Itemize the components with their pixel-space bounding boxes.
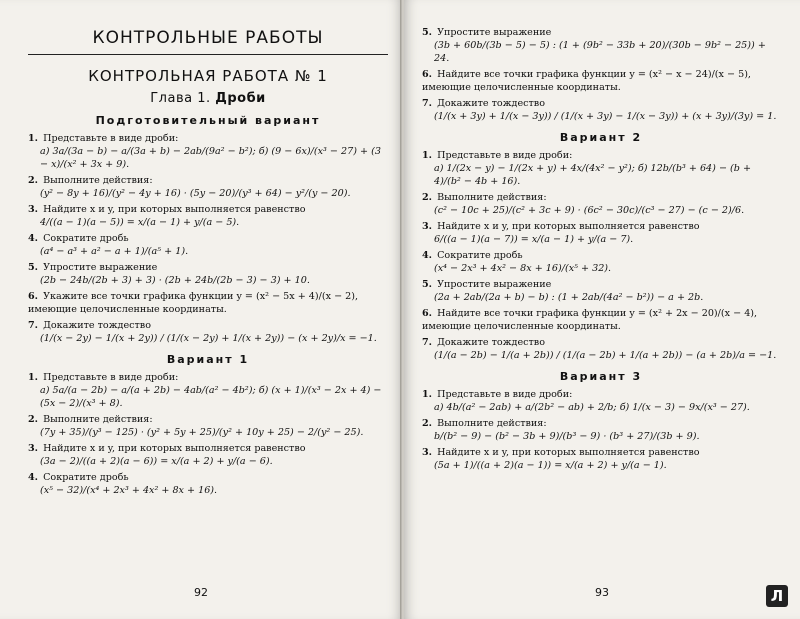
left-variants [28,114,388,497]
task-text: Докажите тождество [43,320,151,331]
task-text: Найдите x и y, при которых выполняется равенство [437,221,700,232]
right-variants [422,131,780,472]
task-number: 6. [422,69,433,80]
task-item [28,371,388,410]
publisher-logo: Л [766,585,788,607]
task-item [28,132,388,171]
task-text: Выполните действия: [43,175,153,186]
task-text: Найдите x и y, при которых выполняется равенство [437,447,700,458]
task-text: Сократите дробь [43,233,129,244]
task-item [422,446,780,472]
task-text: Сократите дробь [437,250,523,261]
task-expression: (2a + 2ab/(2a + b) − b) : (1 + 2ab/(4a² − b²)) − a + 2b. [434,292,704,303]
task-item [422,26,780,65]
task-expression: (1/(a − 2b) − 1/(a + 2b)) / (1/(a − 2b) + 1/(a + 2b)) − (a + 2b)/a = −1. [434,350,777,361]
variant-title: Подготовительный вариант [95,114,321,127]
task-number: 3. [28,204,39,215]
task-number: 1. [28,133,39,144]
task-text: Представьте в виде дроби: [437,389,573,400]
task-expression: (3b + 60b/(3b − 5) − 5) : (1 + (9b² − 33b + 20)/(30b − 9b² − 25)) + 24. [434,40,766,64]
chapter-heading [28,91,388,106]
continued-tasks [422,26,780,123]
task-expression: а) 1/(2x − y) − 1/(2x + y) + 4x/(4x² − y²); б) 12b/(b³ + 64) − (b + 4)/(b² − 4b + 16). [434,163,752,187]
task-number: 1. [422,150,433,161]
task-number: 3. [28,443,39,454]
task-text: Упростите выражение [437,27,552,38]
task-expression: (5a + 1)/((a + 2)(a − 1)) = x/(a + 2) + y/(a − 1). [434,460,667,471]
task-number: 5. [422,27,433,38]
task-item [422,278,780,304]
task-item [422,336,780,362]
task-item [422,149,780,188]
task-text: Выполните действия: [437,192,547,203]
task-item [28,261,388,287]
task-expression: (y² − 8y + 16)/(y² − 4y + 16) · (5y − 20)/(y³ + 64) − y²/(y − 20). [40,188,351,199]
chapter-name: Дроби [215,91,266,106]
task-item [28,232,388,258]
task-expression: 4/((a − 1)(a − 5)) = x/(a − 1) + y/(a − 5). [40,217,240,228]
right-page [404,0,800,619]
task-item [422,220,780,246]
task-item [28,203,388,229]
task-text: Представьте в виде дроби: [43,133,179,144]
task-number: 7. [422,98,433,109]
task-expression: а) 4b/(a² − 2ab) + a/(2b² − ab) + 2/b; б) 1/(x − 3) − 9x/(x³ − 27). [434,402,750,413]
task-number: 4. [28,233,39,244]
task-expression: (1/(x + 3y) + 1/(x − 3y)) / (1/(x + 3y) − 1/(x − 3y)) + (x + 3y)/(3y) = 1. [434,111,777,122]
task-expression: (x⁴ − 2x³ + 4x² − 8x + 16)/(x⁵ + 32). [434,263,612,274]
task-expression: 6/((a − 1)(a − 7)) = x/(a − 1) + y/(a − 7). [434,234,634,245]
task-number: 2. [28,414,39,425]
task-number: 2. [28,175,39,186]
task-number: 7. [422,337,433,348]
task-number: 2. [422,418,433,429]
task-item [28,413,388,439]
task-text: Найдите x и y, при которых выполняется равенство [43,443,306,454]
task-expression: а) 3a/(3a − b) − a/(3a + b) − 2ab/(9a² − b²); б) (9 − 6x)/(x³ − 27) + (3 − x)/(x² + 3x + 9). [40,146,381,170]
task-item [28,471,388,497]
page-number-right: 93 [595,586,609,599]
task-expression: а) 5a/(a − 2b) − a/(a + 2b) − 4ab/(a² − 4b²); б) (x + 1)/(x³ − 2x + 4) − (5x − 2)/(x³ + 8). [40,385,382,409]
task-item [422,249,780,275]
variant-title: Вариант 1 [166,353,250,366]
task-item [422,97,780,123]
task-text: Найдите x и y, при которых выполняется равенство [43,204,306,215]
task-number: 5. [28,262,39,273]
task-item [422,68,780,94]
task-item [28,319,388,345]
task-item [422,191,780,217]
task-number: 7. [28,320,39,331]
task-text: Докажите тождество [437,337,545,348]
task-text: Представьте в виде дроби: [43,372,179,383]
task-item [28,290,388,316]
task-number: 6. [422,308,433,319]
variant-title: Вариант 3 [559,370,643,383]
task-number: 1. [422,389,433,400]
task-expression: (a⁴ − a³ + a² − a + 1)/(a⁵ + 1). [40,246,189,257]
task-item [422,388,780,414]
title-rule [28,54,388,55]
task-number: 3. [422,221,433,232]
task-text: Найдите все точки графика функции y = (x² − x − 24)/(x − 5), имеющие целочисленные координаты. [422,69,751,93]
task-item [422,307,780,333]
task-number: 3. [422,447,433,458]
task-expression: (1/(x − 2y) − 1/(x + 2y)) / (1/(x − 2y) + 1/(x + 2y)) − (x + 2y)/x = −1. [40,333,377,344]
task-number: 4. [28,472,39,483]
task-number: 2. [422,192,433,203]
task-number: 5. [422,279,433,290]
task-text: Представьте в виде дроби: [437,150,573,161]
task-expression: (c² − 10c + 25)/(c² + 3c + 9) · (6c² − 30c)/(c³ − 27) − (c − 2)/6. [434,205,745,216]
task-expression: (2b − 24b/(2b + 3) + 3) · (2b + 24b/(2b − 3) − 3) + 10. [40,275,310,286]
task-expression: (3a − 2)/((a + 2)(a − 6)) = x/(a + 2) + y/(a − 6). [40,456,273,467]
task-text: Докажите тождество [437,98,545,109]
task-text: Выполните действия: [43,414,153,425]
task-item [28,174,388,200]
task-expression: (x⁵ − 32)/(x⁴ + 2x³ + 4x² + 8x + 16). [40,485,218,496]
work-title: КОНТРОЛЬНАЯ РАБОТА № 1 [88,67,328,85]
task-text: Найдите все точки графика функции y = (x² + 2x − 20)/(x − 4), имеющие целочисленные координаты. [422,308,758,332]
page-number-left: 92 [194,586,208,599]
task-item [28,442,388,468]
chapter-prefix: Глава 1. [150,91,211,106]
task-text: Укажите все точки графика функции y = (x² − 5x + 4)/(x − 2), имеющие целочисленные координаты. [28,291,359,315]
task-text: Сократите дробь [43,472,129,483]
variant-title: Вариант 2 [559,131,643,144]
task-text: Упростите выражение [43,262,158,273]
task-item [422,417,780,443]
task-text: Выполните действия: [437,418,547,429]
task-expression: (7y + 35)/(y³ − 125) · (y² + 5y + 25)/(y² + 10y + 25) − 2/(y² − 25). [40,427,364,438]
task-expression: b/(b² − 9) − (b² − 3b + 9)/(b³ − 9) · (b³ + 27)/(3b + 9). [434,431,700,442]
task-number: 1. [28,372,39,383]
section-title: КОНТРОЛЬНЫЕ РАБОТЫ [92,28,324,48]
task-text: Упростите выражение [437,279,552,290]
task-number: 4. [422,250,433,261]
task-number: 6. [28,291,39,302]
